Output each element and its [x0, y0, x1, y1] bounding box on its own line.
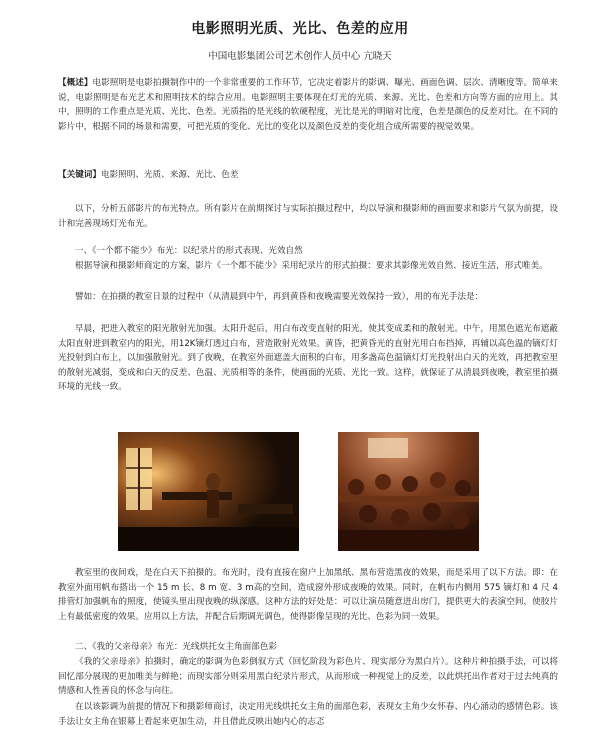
classroom-children-image: [338, 432, 479, 551]
classroom-night-photo: [118, 432, 299, 551]
keywords-paragraph: [58, 168, 558, 183]
abstract-paragraph: [58, 76, 558, 150]
classroom-children-photo: [338, 432, 479, 551]
keywords-text: 电影照明、光质、来源、光比、色差: [100, 170, 239, 180]
author-line: 中国电影集团公司艺术创作人员中心 亢晓天: [208, 51, 392, 62]
page-title: 电影照明光质、光比、色差的应用: [191, 21, 409, 37]
section2-paragraph-2: 在以该影调为前提的情况下和摄影师商讨，决定用光线烘托女主角的面部色彩，表现女主角少女怀春、内心涌动的感情色彩。该手法让女主角在银幕上看起来更加生动，并且借此反映出她内心的志忑: [58, 702, 558, 727]
section2-paragraph-1: 《我的父亲母亲》拍摄时，确定的影调为色彩倒叙方式（回忆阶段为彩色片、现实部分为黑白片）。这种片种拍摄手法，可以将回忆部分展现的更加唯美与鲜艳；而现实部分则采用黑白纪录片形式，从而形成一种视觉上的反差，以此烘托出作者对于过去纯真的情感和人性善良的怀念与向往。: [58, 657, 558, 697]
keywords-label: 【关键词】: [58, 170, 101, 180]
section1-paragraph-1: 根据导演和摄影师商定的方案，影片《一个都不能少》采用纪录片的形式拍摄：要求其影像光效自然、接近生活，形式唯美。: [75, 261, 548, 271]
abstract-text: 电影照明是电影拍摄制作中的一个非常重要的工作环节，它决定着影片的影调、曝光、画面色调、层次、清晰度等。简单来说，电影照明是布光艺术和照明技术的综合应用。电影照明主要体现在灯光的光质、来源、光比、色差和方向等方面的应用上。其中，照明的工作重点是光质、光比、色差。光质指的是光线的软硬程度，光比是光的明暗对比度，色差是颜色的反差对比。在不同的影片中，根据不同的场景和需要，可把光质的变化、光比的变化以及颜色反差的变化组合成所需要的视觉效果。: [58, 78, 558, 132]
section1-heading: 一、《一个都不能少》布光：以纪录片的形式表现、光效自然: [75, 246, 303, 256]
classroom-night-image: [118, 432, 299, 551]
abstract-label: 【概述】: [58, 78, 93, 88]
intro-paragraph: 以下，分析五部影片的布光特点。所有影片在前期探讨与实际拍摄过程中，均以导演和摄影师的画面要求和影片气氛为前提，设计和完善现场灯光布光。: [58, 204, 558, 229]
section1-caption-paragraph: 教室里的夜间戏，是在白天下拍摄的。布光时，没有直接在窗户上加黑纸、黑布营造黑夜的效果，而是采用了以下方法。即：在教室外面用帆布搭出一个 15 m 长、8 m 宽、3 m高的空间，造成窗外形成夜晚的效果。同时，在帆布内侧用 575 镝灯和 4 尺 4 排管灯加强帆布的照度，使镜头里出现夜晚的纵深感。这种方法的好处是：可以让演员随意进出房门，提供更大的表演空间，使胶片上有最低密度的效果。应用以上方法，并配合后期调光调色，使得影像呈现的光比、色彩为同一效果。: [58, 568, 558, 622]
section2-heading: 二、《我的父亲母亲》布光：光线烘托女主角面部色彩: [75, 642, 277, 652]
section1-paragraph-2: 譬如：在拍摄的教室日景的过程中（从清晨到中午，再到黄昏和夜晚需要光效保持一致），用的布光手法是：: [75, 292, 484, 302]
section1-paragraph-3: 早晨，把进入教室的阳光散射光加强。太阳升起后，用白布改变直射的阳光，使其变成柔和的散射光。中午，用黑色遮光布遮蔽太阳直射进到教室内的阳光，用12K镝灯透过白布，营造散射光效果。黄昏，把黄昏光的直射光用白布挡掉，再辅以高色温的镝灯灯光投射到白布上，以加强散射光。到了夜晚，在教室外面遮盖大面积的白布，用多盏高色温镝灯灯光投射出白天的光效，再把教室里的散射光减弱，变成和白天的反差、色温、光质相等的条件，使画面的光质、光比一致。这样，就保证了从清晨到夜晚，教室里拍摄环境的光线一致。: [58, 324, 558, 393]
